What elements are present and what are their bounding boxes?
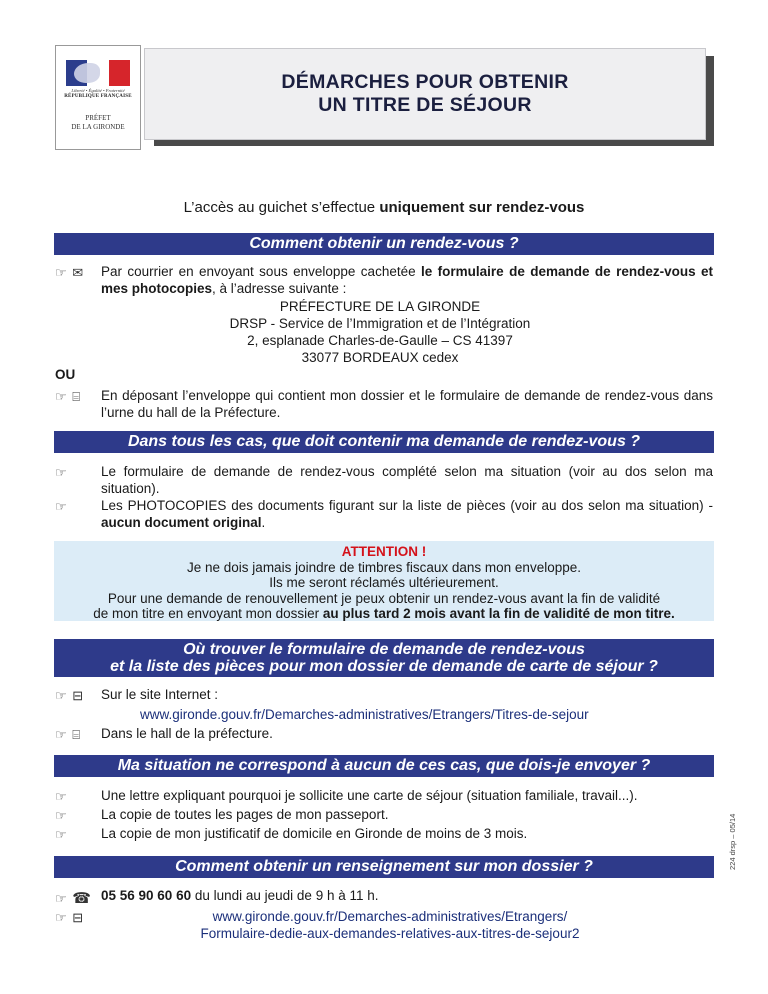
logo-republic: RÉPUBLIQUE FRANÇAISE — [64, 94, 132, 99]
hand-icon: ☞ — [55, 265, 68, 280]
hand-icon: ☞ — [55, 910, 68, 925]
title-line-1: DÉMARCHES POUR OBTENIR — [281, 71, 569, 93]
urn-icon: ⌸ — [72, 389, 82, 404]
mail-icon: ✉ — [72, 265, 85, 280]
computer-icon: ⊟ — [72, 688, 85, 703]
hand-urn-icons — [55, 389, 81, 405]
computer-icon: ⊟ — [72, 910, 85, 925]
attention-text: ATTENTION ! Je ne dois jamais joindre de timbres fiscaux dans mon enveloppe. Ils me seront réclamés ultérieurement. Pour une demande de renouvellement je peux obtenir un rendez-vous avant la fin de validité de mon titre en envoyant mon dossier au plus tard 2 mois avant la fin de validité de mon titre. — [54, 544, 714, 622]
link-formulaire-dedie[interactable]: www.gironde.gouv.fr/Demarches-administratives/Etrangers/ Formulaire-dedie-aux-demandes-relatives-aux-titres-de-sejour2 — [200, 909, 580, 941]
link-titres-sejour[interactable]: www.gironde.gouv.fr/Demarches-administratives/Etrangers/Titres-de-sejour — [140, 707, 589, 722]
phone-info: 05 56 90 60 60 du lundi au jeudi de 9 h à 11 h. — [101, 888, 379, 903]
hand-icon: ☞ — [55, 827, 68, 842]
list-item: La copie de mon justificatif de domicile en Gironde de moins de 3 mois. — [101, 826, 528, 841]
hand-icon: ☞ — [55, 891, 68, 906]
intro-text: L’accès au guichet s’effectue uniquement sur rendez-vous — [183, 199, 585, 216]
document-reference: 224 drsp – 05/14 — [728, 813, 737, 870]
item-internet: Sur le site Internet : — [101, 687, 219, 702]
hand-icon: ☞ — [55, 789, 68, 804]
hand-icon: ☞ — [55, 499, 68, 514]
hand-computer-icons — [55, 910, 84, 926]
address-block: PRÉFECTURE DE LA GIRONDE DRSP - Service de l’Immigration et de l’Intégration 2, esplanade Charles-de-Gaulle – CS 41397 33077 BORDEAUX cedex — [229, 299, 531, 365]
prefecture-logo — [55, 45, 141, 150]
section-heading-renseignement: Comment obtenir un renseignement sur mon dossier ? — [54, 856, 714, 878]
section-heading-contenu: Dans tous les cas, que doit contenir ma demande de rendez-vous ? — [54, 431, 714, 453]
hand-icon: ☞ — [55, 465, 68, 480]
item-formulaire: Le formulaire de demande de rendez-vous complété selon ma situation (voir au dos selon ma situation). — [101, 464, 713, 496]
section-heading-formulaire: Où trouver le formulaire de demande de rendez-vous et la liste des pièces pour mon dossier de demande de carte de séjour ? — [54, 639, 714, 677]
item-depot: En déposant l’enveloppe qui contient mon dossier et le formulaire de demande de rendez-vous dans l’urne du hall de la Préfecture. — [101, 388, 713, 420]
list-item: La copie de toutes les pages de mon passeport. — [101, 807, 389, 822]
hand-icon: ☞ — [55, 389, 68, 404]
logo-motto: Liberté • Égalité • Fraternité — [71, 88, 125, 93]
item-hall: Dans le hall de la préfecture. — [101, 726, 273, 741]
list-item: Une lettre expliquant pourquoi je sollicite une carte de séjour (situation familiale, travail...). — [101, 788, 638, 803]
marianne-icon — [74, 63, 100, 83]
phone-number: 05 56 90 60 60 — [101, 888, 192, 903]
hand-urn-icons — [55, 727, 81, 743]
item-photocopies: Les PHOTOCOPIES des documents figurant sur la liste de pièces (voir au dos selon ma situation) - aucun document original. — [101, 498, 713, 530]
or-label: OU — [55, 367, 76, 382]
section-heading-autres-cas: Ma situation ne correspond à aucun de ces cas, que dois-je envoyer ? — [54, 755, 714, 777]
hand-mail-icons — [55, 265, 84, 281]
urn-icon: ⌸ — [72, 727, 82, 742]
item-courrier: Par courrier en envoyant sous enveloppe cachetée le formulaire de demande de rendez-vous et mes photocopies, à l’adresse suivante : — [101, 264, 714, 296]
hand-computer-icons — [55, 688, 84, 704]
hand-icon: ☞ — [55, 688, 68, 703]
hand-icon: ☞ — [55, 808, 68, 823]
page-title — [144, 48, 706, 140]
section-heading-rdv: Comment obtenir un rendez-vous ? — [54, 233, 714, 255]
logo-prefet: PRÉFET DE LA GIRONDE — [71, 114, 125, 131]
phone-icon: ☎ — [72, 890, 92, 907]
title-line-2: UN TITRE DE SÉJOUR — [318, 94, 532, 116]
attention-title: ATTENTION ! — [341, 544, 427, 559]
hand-phone-icons — [55, 889, 92, 907]
hand-icon: ☞ — [55, 727, 68, 742]
